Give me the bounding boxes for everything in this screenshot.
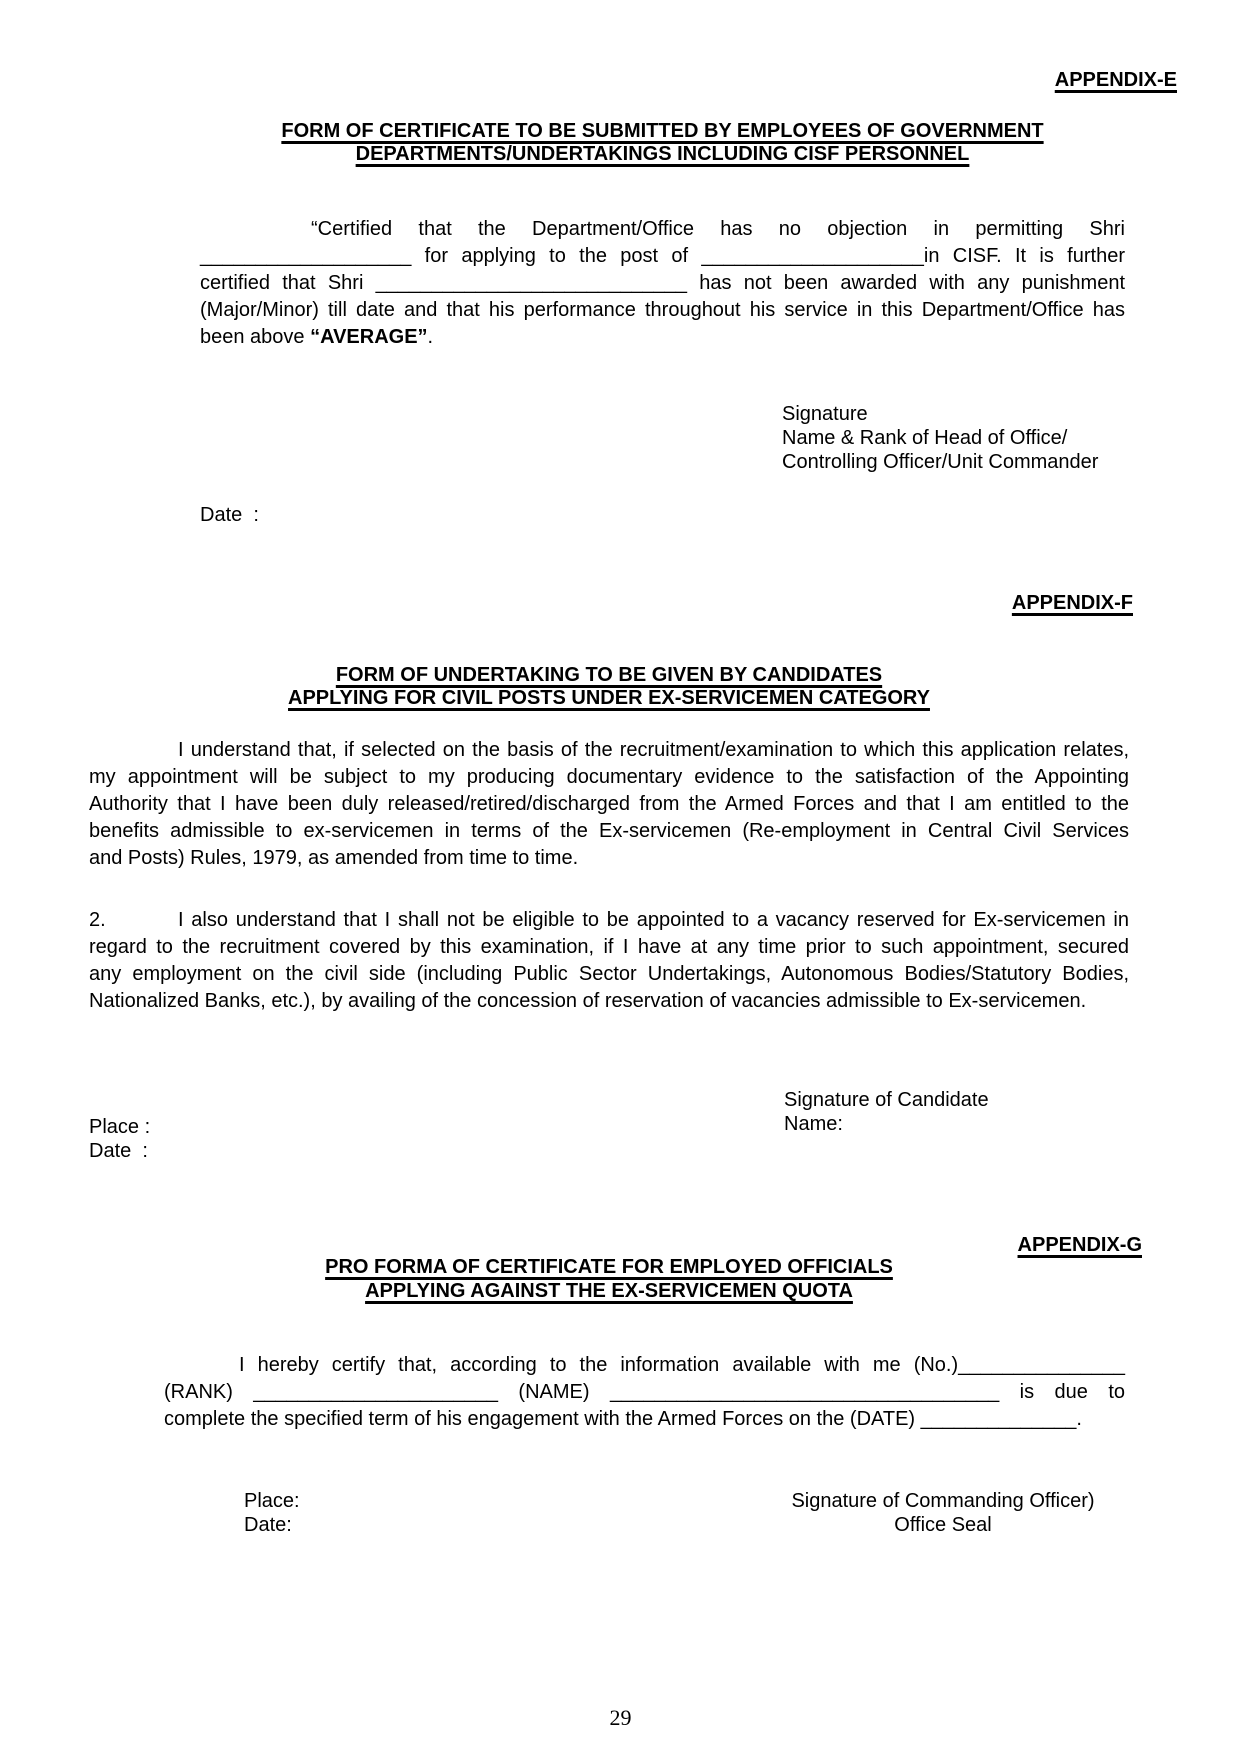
place-label: Place :: [89, 1116, 151, 1138]
paragraph-line: complete the specified term of his engagement with the Armed Forces on the (DATE) ______________.: [164, 1408, 1082, 1430]
appendix-e-heading: [200, 120, 1125, 166]
paragraph-line: benefits admissible to ex-servicemen in terms of the Ex-servicemen (Re-employment in Central Civil Services: [89, 820, 1129, 842]
paragraph-text: .: [427, 326, 434, 348]
paragraph-line: any employment on the civil side (including Public Sector Undertakings, Autonomous Bodies/Statutory Bodies,: [89, 963, 1129, 985]
appendix-f-heading-line1: FORM OF UNDERTAKING TO BE GIVEN BY CANDIDATES: [335, 664, 883, 686]
name-rank-label: Name & Rank of Head of Office/: [782, 427, 1068, 449]
appendix-f-label: APPENDIX-F: [1011, 592, 1133, 614]
appendix-e-heading-line2: DEPARTMENTS/UNDERTAKINGS INCLUDING CISF PERSONNEL: [355, 143, 970, 165]
name-label: Name:: [784, 1113, 843, 1135]
candidate-signature-block: [784, 1088, 989, 1136]
page-number: 29: [609, 1705, 632, 1730]
average-emphasis: “AVERAGE”: [310, 326, 428, 348]
head-of-office-signature-block: [782, 402, 1098, 474]
appendix-f-heading: [89, 664, 1129, 710]
signature-label: Signature: [782, 403, 868, 425]
date-label: Date :: [200, 504, 259, 526]
signature-of-candidate-label: Signature of Candidate: [784, 1089, 989, 1111]
paragraph-line: Nationalized Banks, etc.), by availing of the concession of reservation of vacancies admissible to Ex-servicemen.: [89, 990, 1087, 1012]
appendix-f-place-date-block: [89, 1115, 150, 1163]
paragraph-line: “Certified that the Department/Office has no objection in permitting Shri: [311, 218, 1125, 240]
appendix-g-label: APPENDIX-G: [1017, 1234, 1142, 1256]
appendix-f-heading-line2: APPLYING FOR CIVIL POSTS UNDER EX-SERVICEMEN CATEGORY: [288, 687, 930, 709]
paragraph-line: my appointment will be subject to my producing documentary evidence to the satisfaction of the Appointing: [89, 766, 1129, 788]
appendix-g-place-date-block: [244, 1489, 300, 1537]
appendix-g-heading: [89, 1255, 1129, 1303]
paragraph-line: and Posts) Rules, 1979, as amended from time to time.: [89, 847, 579, 869]
proforma-paragraph: [164, 1352, 1125, 1433]
paragraph-text: been above: [200, 326, 311, 348]
paragraph-line: (Major/Minor) till date and that his performance throughout his service in this Department/Office has: [200, 299, 1125, 321]
paragraph-line: [89, 907, 1129, 934]
signature-of-commanding-officer-label: Signature of Commanding Officer): [791, 1490, 1095, 1512]
appendix-g-heading-line1: PRO FORMA OF CERTIFICATE FOR EMPLOYED OFFICIALS: [325, 1256, 893, 1278]
certificate-paragraph: [200, 216, 1125, 351]
paragraph-line: I understand that, if selected on the basis of the recruitment/examination to which this application relates,: [178, 739, 1129, 761]
date-label: Date:: [244, 1514, 292, 1536]
controlling-officer-label: Controlling Officer/Unit Commander: [782, 451, 1099, 473]
paragraph-line: ___________________ for applying to the post of ____________________in CISF. It is further: [200, 245, 1125, 267]
paragraph-line: certified that Shri ____________________________ has not been awarded with any punishment: [200, 272, 1125, 294]
commanding-officer-signature-block: [778, 1489, 1108, 1537]
paragraph-line: I hereby certify that, according to the information available with me (No.)_______________: [239, 1354, 1125, 1376]
paragraph-line: [200, 324, 1125, 351]
paragraph-line: regard to the recruitment covered by this examination, if I have at any time prior to such appointment, secured: [89, 936, 1129, 958]
office-seal-label: Office Seal: [894, 1514, 992, 1536]
paragraph-number: 2.: [89, 909, 106, 931]
appendix-e-heading-line1: FORM OF CERTIFICATE TO BE SUBMITTED BY EMPLOYEES OF GOVERNMENT: [281, 120, 1044, 142]
place-label: Place:: [244, 1490, 300, 1512]
appendix-e-date-field: [200, 503, 259, 527]
paragraph-line: Authority that I have been duly released/retired/discharged from the Armed Forces and that I am entitled to the: [89, 793, 1129, 815]
paragraph-text: I also understand that I shall not be eligible to be appointed to a vacancy reserved for Ex-servicemen in: [178, 909, 1129, 931]
date-label: Date :: [89, 1140, 148, 1162]
undertaking-paragraph-2: [89, 907, 1129, 1015]
undertaking-paragraph-1: [89, 737, 1129, 872]
appendix-g-heading-line2: APPLYING AGAINST THE EX-SERVICEMEN QUOTA: [365, 1280, 853, 1302]
paragraph-line: (RANK) ______________________ (NAME) ___________________________________ is due to: [164, 1381, 1125, 1403]
appendix-e-label: APPENDIX-E: [1054, 69, 1177, 91]
